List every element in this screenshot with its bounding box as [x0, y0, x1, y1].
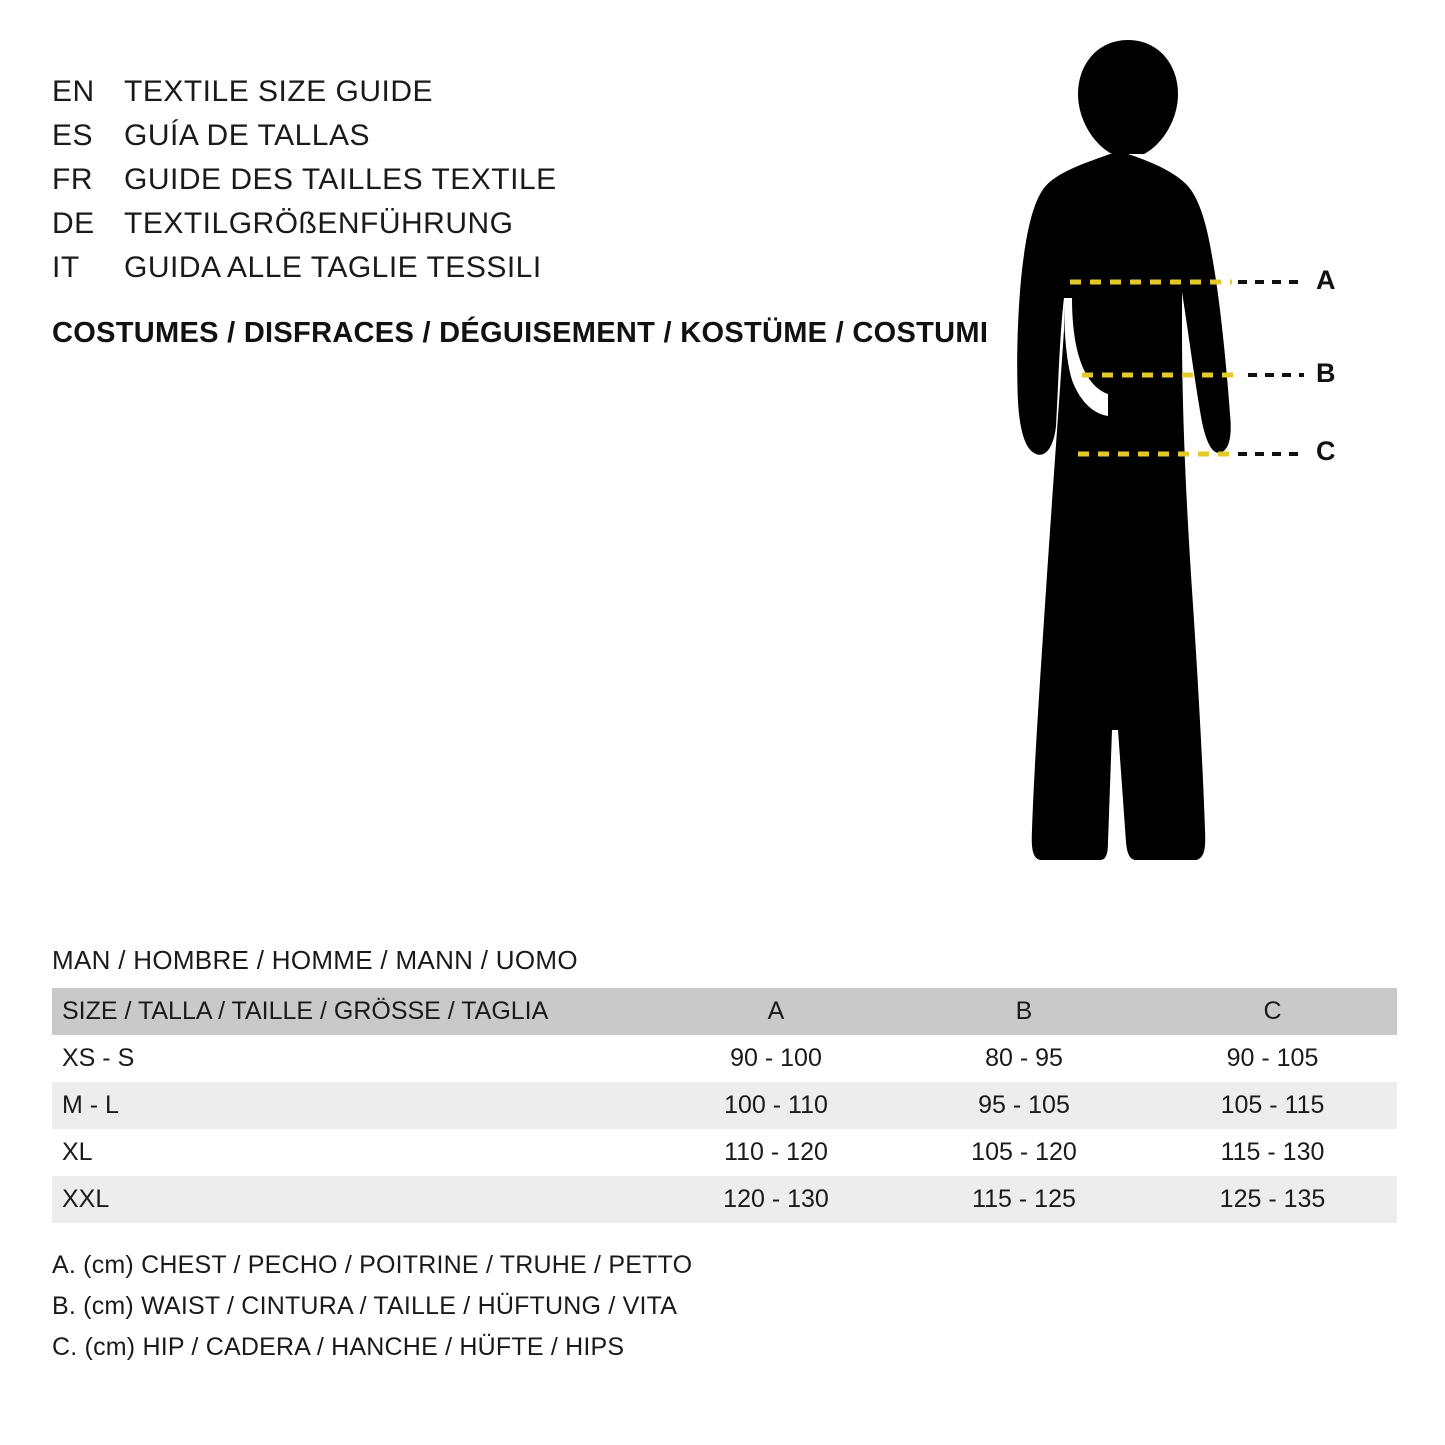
cell-a: 120 - 130: [652, 1176, 900, 1223]
language-text: TEXTILE SIZE GUIDE: [124, 75, 434, 108]
header-size: SIZE / TALLA / TAILLE / GRÖSSE / TAGLIA: [52, 988, 652, 1035]
language-code: FR: [52, 163, 93, 196]
section-title: COSTUMES / DISFRACES / DÉGUISEMENT / KOSTÜME / COSTUMI: [52, 317, 989, 349]
figure-label-c: C: [1316, 436, 1336, 466]
language-text: GUIDA ALLE TAGLIE TESSILI: [124, 251, 542, 284]
table-row: [52, 1035, 1397, 1082]
table-row: [52, 1176, 1397, 1223]
cell-b: 80 - 95: [900, 1035, 1148, 1082]
size-table: [52, 988, 1397, 1223]
header-b: B: [900, 988, 1148, 1035]
cell-size: XS - S: [52, 1035, 652, 1082]
language-text: GUIDE DES TAILLES TEXTILE: [124, 163, 557, 196]
figure-label-a: A: [1316, 265, 1336, 295]
cell-a: 100 - 110: [652, 1082, 900, 1129]
language-code: EN: [52, 75, 95, 108]
cell-c: 115 - 130: [1148, 1129, 1397, 1176]
language-row: [52, 158, 1012, 202]
legend-line-c: C. (cm) HIP / CADERA / HANCHE / HÜFTE / HIPS: [52, 1333, 625, 1361]
language-code: IT: [52, 251, 80, 284]
table-header-row: [52, 988, 1397, 1035]
cell-b: 115 - 125: [900, 1176, 1148, 1223]
header-a: A: [652, 988, 900, 1035]
table-row: [52, 1129, 1397, 1176]
cell-size: M - L: [52, 1082, 652, 1129]
figure-label-b: B: [1316, 358, 1336, 388]
cell-c: 90 - 105: [1148, 1035, 1397, 1082]
cell-a: 90 - 100: [652, 1035, 900, 1082]
table-row: [52, 1082, 1397, 1129]
cell-b: 105 - 120: [900, 1129, 1148, 1176]
language-code: DE: [52, 207, 95, 240]
language-text: GUÍA DE TALLAS: [124, 119, 370, 152]
measurement-figure: [960, 30, 1390, 900]
language-row: [52, 246, 1012, 290]
header-c: C: [1148, 988, 1397, 1035]
language-header-block: [52, 70, 1012, 350]
measurement-legend: [52, 1245, 1052, 1368]
legend-line-b: B. (cm) WAIST / CINTURA / TAILLE / HÜFTUNG / VITA: [52, 1292, 678, 1320]
cell-size: XL: [52, 1129, 652, 1176]
language-code: ES: [52, 119, 94, 152]
cell-a: 110 - 120: [652, 1129, 900, 1176]
language-row: [52, 202, 1012, 246]
cell-c: 105 - 115: [1148, 1082, 1397, 1129]
size-table-section: [52, 945, 1397, 1223]
cell-b: 95 - 105: [900, 1082, 1148, 1129]
language-row: [52, 70, 1012, 114]
cell-size: XXL: [52, 1176, 652, 1223]
cell-c: 125 - 135: [1148, 1176, 1397, 1223]
legend-line-a: A. (cm) CHEST / PECHO / POITRINE / TRUHE / PETTO: [52, 1251, 693, 1279]
language-row: [52, 114, 1012, 158]
table-caption: MAN / HOMBRE / HOMME / MANN / UOMO: [52, 945, 578, 975]
language-text: TEXTILGRÖßENFÜHRUNG: [124, 207, 514, 240]
